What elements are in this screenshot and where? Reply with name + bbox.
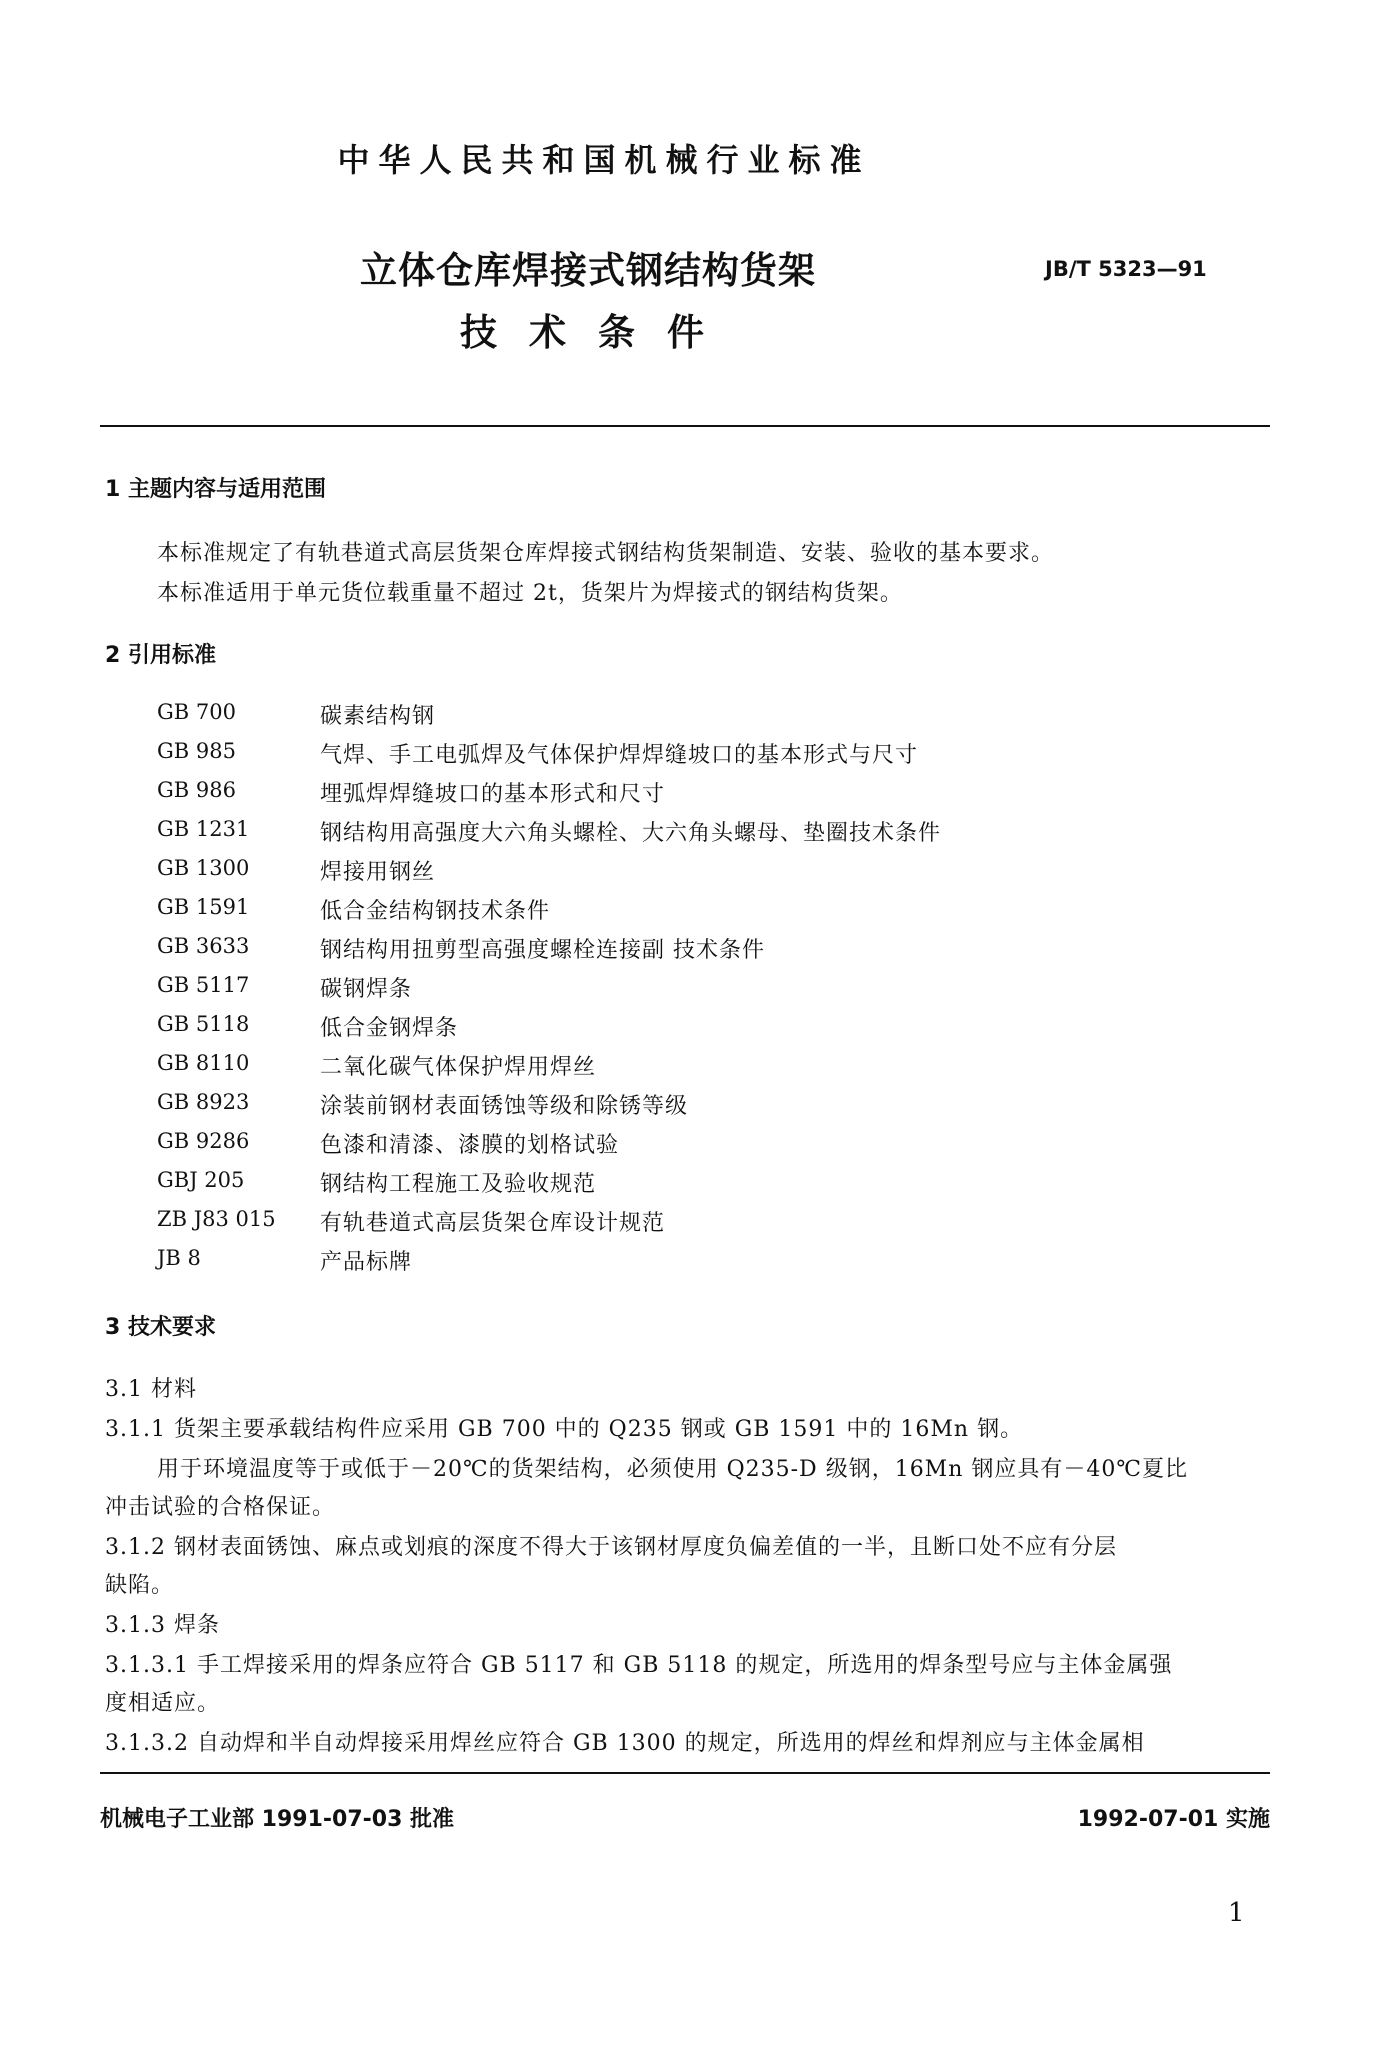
clause-3-1-2: 3.1.2 钢材表面锈蚀、麻点或划痕的深度不得大于该钢材厚度负偏差值的一半，且断口处不应有分层 [105, 1535, 1117, 1560]
reference-code: JB 8 [157, 1246, 201, 1270]
clause-3-1-3-1: 3.1.3.1 手工焊接采用的焊条应符合 GB 5117 和 GB 5118 的规定，所选用的焊条型号应与主体金属强 [105, 1653, 1173, 1678]
section-1-paragraph: 本标准适用于单元货位载重量不超过 2t，货架片为焊接式的钢结构货架。 [157, 581, 903, 606]
section-3-heading: 3 技术要求 [105, 1315, 216, 1340]
reference-title: 钢结构用高强度大六角头螺栓、大六角头螺母、垫圈技术条件 [320, 821, 942, 846]
document-title: 立体仓库焊接式钢结构货架 [360, 249, 816, 292]
reference-code: GB 1231 [157, 817, 250, 841]
reference-code: GB 1300 [157, 856, 250, 880]
clause-3-1-1-continued: 冲击试验的合格保证。 [105, 1495, 336, 1520]
reference-code: GB 8923 [157, 1090, 250, 1114]
reference-title: 涂装前钢材表面锈蚀等级和除锈等级 [320, 1094, 689, 1119]
footer-divider [100, 1772, 1270, 1774]
reference-code: GB 985 [157, 739, 236, 763]
reference-title: 气焊、手工电弧焊及气体保护焊焊缝坡口的基本形式与尺寸 [320, 743, 919, 768]
reference-code: GB 986 [157, 778, 236, 802]
approval-date: 机械电子工业部 1991-07-03 批准 [100, 1807, 455, 1832]
reference-title: 产品标牌 [320, 1250, 413, 1275]
reference-code: GB 3633 [157, 934, 250, 958]
clause-3-1-3-1-continued: 度相适应。 [105, 1691, 221, 1716]
clause-3-1-3-2: 3.1.3.2 自动焊和半自动焊接采用焊丝应符合 GB 1300 的规定，所选用的焊丝和焊剂应与主体金属相 [105, 1731, 1145, 1756]
reference-code: GB 700 [157, 700, 236, 724]
reference-title: 低合金结构钢技术条件 [320, 899, 551, 924]
page-number: 1 [1228, 1898, 1245, 1928]
reference-title: 埋弧焊焊缝坡口的基本形式和尺寸 [320, 782, 666, 807]
reference-title: 焊接用钢丝 [320, 860, 436, 885]
standard-number: JB/T 5323—91 [1045, 257, 1207, 281]
document-subtitle: 技术条件 [460, 311, 736, 354]
clause-3-1-1: 3.1.1 货架主要承载结构件应采用 GB 700 中的 Q235 钢或 GB 1591 中的 16Mn 钢。 [105, 1417, 1024, 1442]
issuing-standard-category: 中华人民共和国机械行业标准 [337, 141, 871, 179]
reference-code: GBJ 205 [157, 1168, 245, 1192]
reference-title: 钢结构工程施工及验收规范 [320, 1172, 597, 1197]
reference-title: 二氧化碳气体保护焊用焊丝 [320, 1055, 597, 1080]
reference-title: 钢结构用扭剪型高强度螺栓连接副 技术条件 [320, 938, 765, 963]
reference-title: 碳素结构钢 [320, 704, 436, 729]
reference-code: GB 5118 [157, 1012, 250, 1036]
reference-code: GB 9286 [157, 1129, 250, 1153]
reference-title: 碳钢焊条 [320, 977, 413, 1002]
reference-code: ZB J83 015 [157, 1207, 276, 1231]
clause-3-1-1-continued: 用于环境温度等于或低于－20℃的货架结构，必须使用 Q235-D 级钢，16Mn 钢应具有－40℃夏比 [157, 1457, 1188, 1482]
reference-title: 色漆和清漆、漆膜的划格试验 [320, 1133, 620, 1158]
header-divider [100, 425, 1270, 427]
section-1-heading: 1 主题内容与适用范围 [105, 477, 326, 502]
subsection-3-1-3-heading: 3.1.3 焊条 [105, 1613, 220, 1638]
subsection-3-1-heading: 3.1 材料 [105, 1377, 197, 1402]
implementation-date: 1992-07-01 实施 [1077, 1807, 1270, 1832]
clause-3-1-2-continued: 缺陷。 [105, 1573, 175, 1598]
reference-title: 低合金钢焊条 [320, 1016, 459, 1041]
reference-code: GB 5117 [157, 973, 250, 997]
reference-code: GB 1591 [157, 895, 250, 919]
reference-code: GB 8110 [157, 1051, 250, 1075]
section-1-paragraph: 本标准规定了有轨巷道式高层货架仓库焊接式钢结构货架制造、安装、验收的基本要求。 [157, 541, 1055, 566]
reference-title: 有轨巷道式高层货架仓库设计规范 [320, 1211, 666, 1236]
section-2-heading: 2 引用标准 [105, 643, 216, 668]
